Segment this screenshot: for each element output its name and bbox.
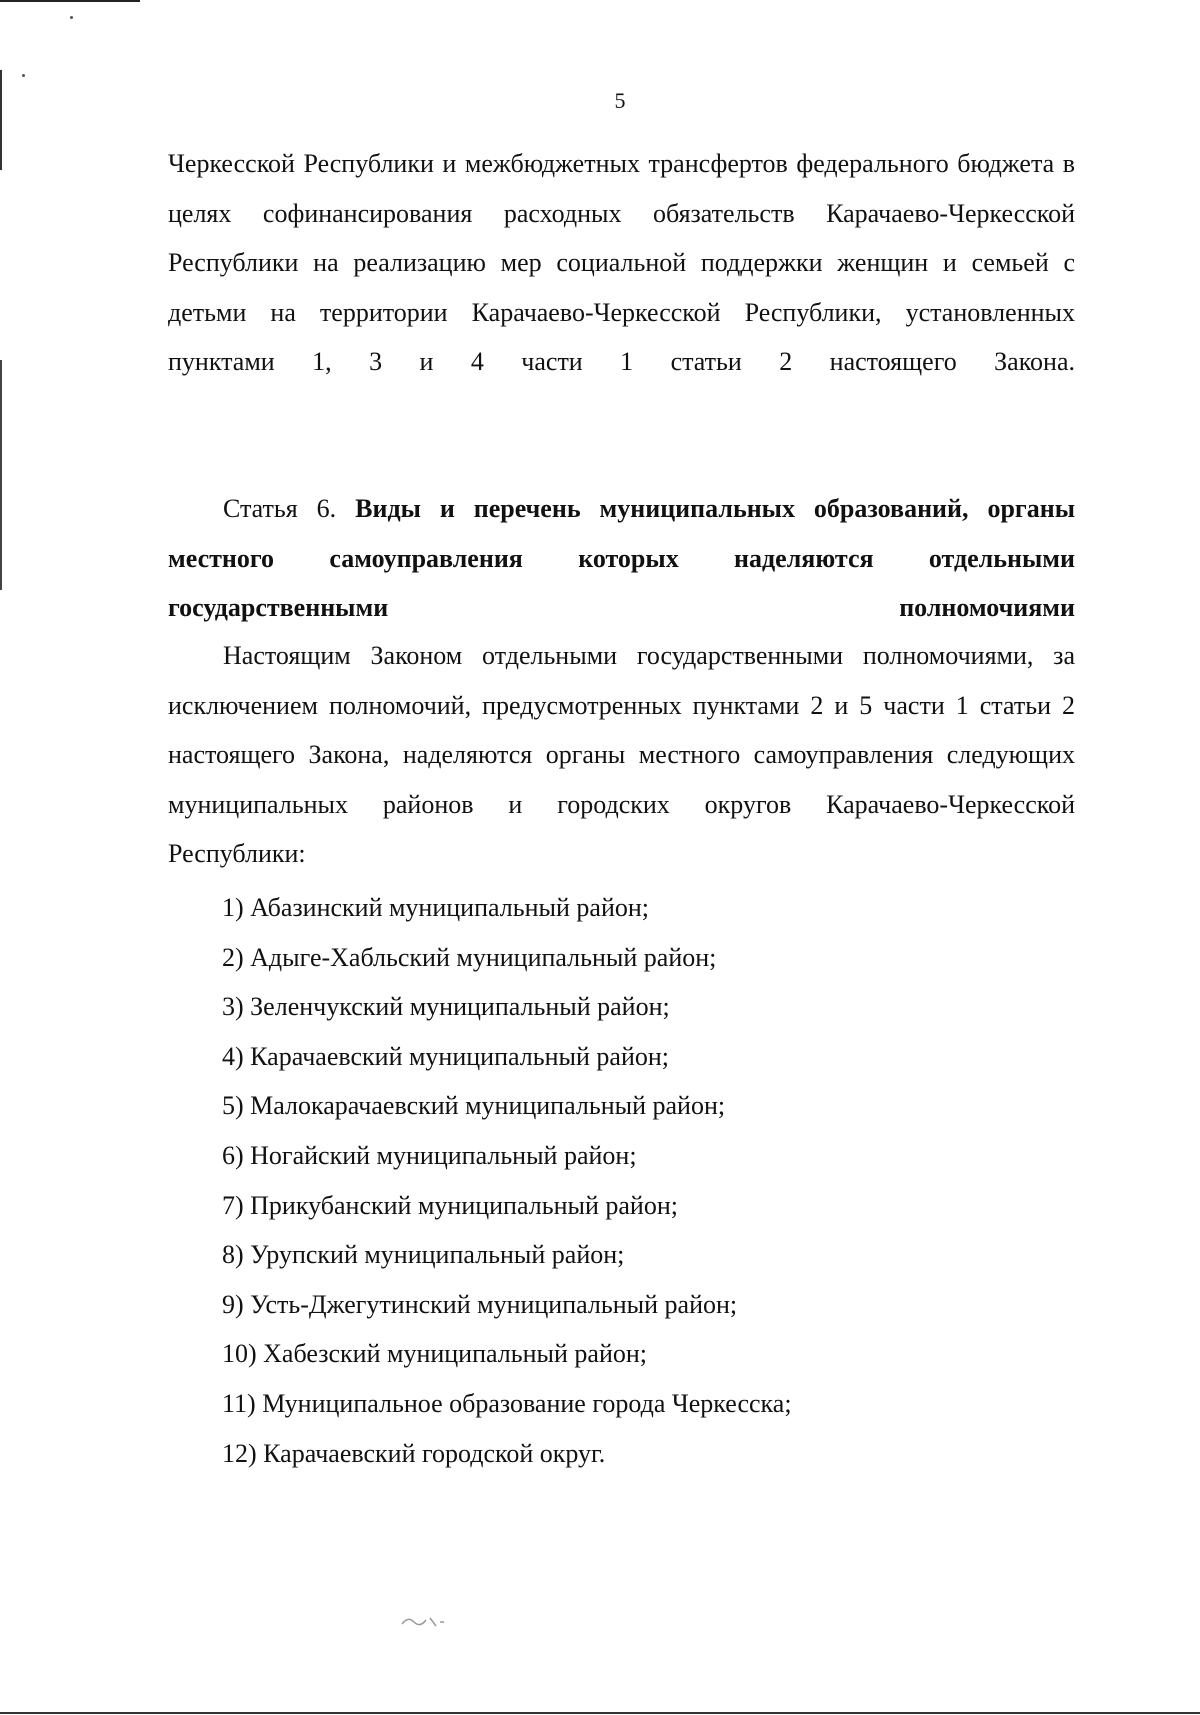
list-item: 6) Ногайский муниципальный район; [222,1140,637,1170]
article-body-paragraph: Настоящим Законом отдельными государственными полномочиями, за исключением полномочий, предусмотренных пунктами 2 и 5 части 1 статьи 2 настоящего Закона, наделяются органы местного самоуправления следующих муниципальных районов и городских округов Карачаево-Черкесской Республики: [168,641,1075,869]
list-item: 7) Прикубанский муниципальный район; [222,1190,678,1220]
scan-artifact-bottom-line [0,1712,1200,1714]
list-item: 8) Урупский муниципальный район; [222,1240,625,1270]
paragraph-continuation [168,139,1075,387]
scan-speck [70,16,73,19]
list-item: 2) Адыге-Хабльский муниципальный район; [222,942,717,972]
scan-artifact-left-edge [0,70,2,170]
list-item: 12) Карачаевский городской округ. [222,1438,606,1468]
list-item: 4) Карачаевский муниципальный район; [222,1041,669,1071]
list-item: 5) Малокарачаевский муниципальный район; [222,1091,726,1121]
list-item: 9) Усть-Джегутинский муниципальный район; [222,1289,738,1319]
smudge-icon [400,1612,450,1632]
article-heading [168,484,1075,633]
list-item: 10) Хабезский муниципальный район; [222,1339,648,1369]
list-item: 1) Абазинский муниципальный район; [222,893,649,922]
list-item: 3) Зеленчукский муниципальный район; [222,992,670,1022]
scan-smudge [400,1612,450,1637]
scan-artifact-top-line [0,0,140,2]
page-number: 5 [614,88,626,113]
article-label: Статья 6. [223,494,337,523]
scan-artifact-left-edge [0,360,2,590]
article-title: Виды и перечень муниципальных образований, органы местного самоуправления которых наделяются отдельными государственными полномочиями [168,494,1076,623]
article-heading-text [168,484,1075,633]
list-item: 11) Муниципальное образование города Черкесска; [222,1388,792,1418]
paragraph-text: Черкесской Республики и межбюджетных трансфертов федерального бюджета в целях софинансирования расходных обязательств Карачаево-Черкесской Республики на реализацию мер социальной поддержки женщин и семьей с детьми на территории Карачаево-Черкесской Республики, установленных пунктами 1, 3 и 4 части 1 статьи 2 настоящего Закона. [168,149,1075,377]
district-list [222,883,792,1478]
scan-speck [22,74,25,77]
